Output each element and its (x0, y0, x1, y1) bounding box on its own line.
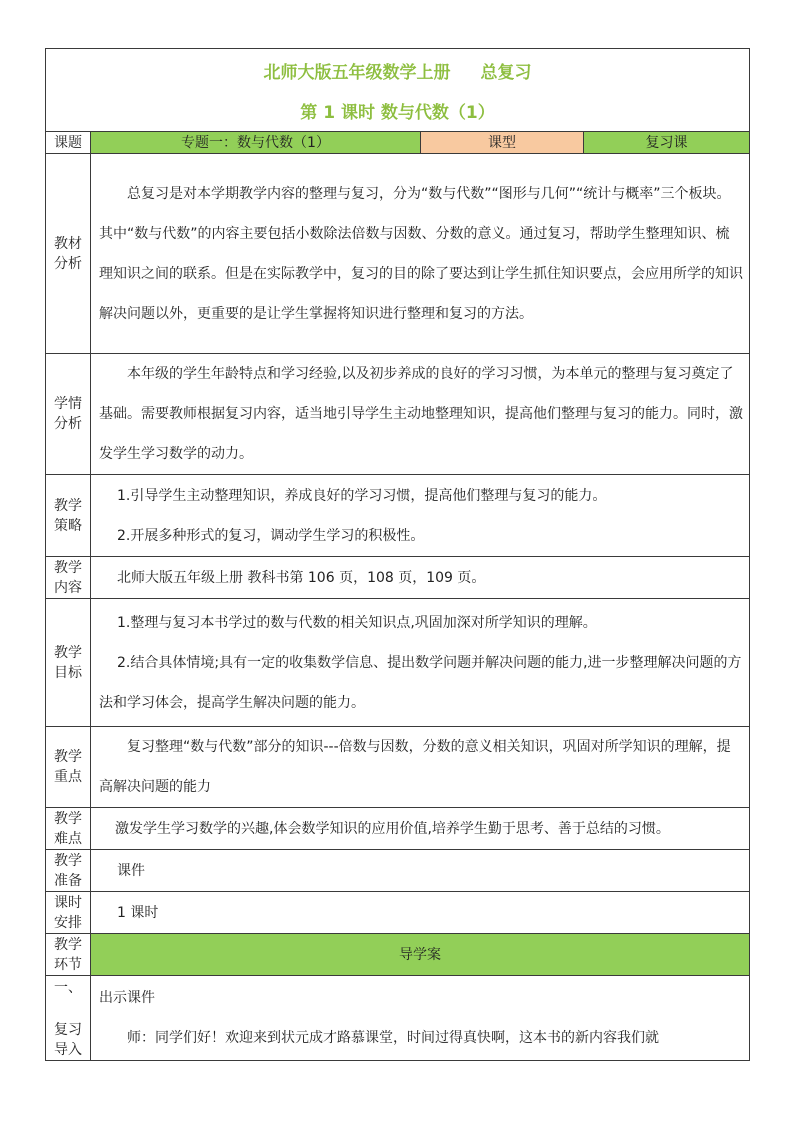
student-analysis-text: 本年级的学生年龄特点和学习经验,以及初步养成的良好的学习习惯，为本单元的整理与复习奠定了基础。需要教师根据复习内容，适当地引导学生主动地整理知识，提高他们整理与复习的能力。同时，激发学生学习数学的动力。 (91, 354, 750, 475)
goal-item: 2.结合具体情境;具有一定的收集数学信息、提出数学问题并解决问题的能力,进一步整理解决问题的方法和学习体会，提高学生解决问题的能力。 (99, 654, 742, 711)
student-analysis-row (46, 354, 750, 475)
key-points-text: 复习整理“数与代数”部分的知识---倍数与因数，分数的意义相关知识，巩固对所学知识的理解，提高解决问题的能力 (91, 727, 750, 808)
lesson-subtitle: 第 1 课时 数与代数（1） (300, 103, 495, 123)
strategy-text (91, 475, 750, 557)
strategy-item: 1.引导学生主动整理知识，养成良好的学习习惯，提高他们整理与复习的能力。 (117, 487, 607, 504)
preparation-label: 教学 准备 (46, 850, 91, 892)
topic-value: 专题一：数与代数（1） (91, 132, 421, 154)
material-analysis-label: 教材 分析 (46, 154, 91, 354)
content-row (46, 557, 750, 599)
difficulties-text: 激发学生学习数学的兴趣,体会数学知识的应用价值,培养学生勤于思考、善于总结的习惯。 (91, 808, 750, 850)
lesson-type-value: 复习课 (584, 132, 750, 154)
goals-row (46, 599, 750, 727)
review-row (46, 976, 750, 1061)
document-title: 北师大版五年级数学上册 总复习 (263, 63, 532, 83)
lesson-plan-table (45, 48, 750, 1061)
lesson-type-label: 课型 (421, 132, 584, 154)
strategy-item: 2.开展多种形式的复习，调动学生学习的积极性。 (117, 527, 425, 544)
stages-header: 导学案 (91, 934, 750, 976)
lesson-plan-document (45, 48, 749, 1061)
topic-label: 课题 (46, 132, 91, 154)
title-row (46, 49, 750, 132)
key-points-label: 教学 重点 (46, 727, 91, 808)
preparation-text: 课件 (91, 850, 750, 892)
key-points-row (46, 727, 750, 808)
difficulties-row (46, 808, 750, 850)
student-analysis-label: 学情 分析 (46, 354, 91, 475)
material-analysis-text: 总复习是对本学期教学内容的整理与复习，分为“数与代数”“图形与几何”“统计与概率”三个板块。其中“数与代数”的内容主要包括小数除法倍数与因数、分数的意义。通过复习，帮助学生整理知识、梳理知识之间的联系。但是在实际教学中，复习的目的除了要达到让学生抓住知识要点，会应用所学的知识解决问题以外，更重要的是让学生掌握将知识进行整理和复习的方法。 (91, 154, 750, 354)
schedule-text: 1 课时 (91, 892, 750, 934)
goals-label: 教学 目标 (46, 599, 91, 727)
review-text: 出示课件 师：同学们好！欢迎来到状元成才路慕课堂，时间过得真快啊，这本书的新内容我们就 (91, 976, 750, 1061)
stages-row (46, 934, 750, 976)
review-label: 一、 复习 导入 (46, 976, 91, 1061)
schedule-label: 课时 安排 (46, 892, 91, 934)
material-analysis-row (46, 154, 750, 354)
strategy-label: 教学 策略 (46, 475, 91, 557)
stages-label: 教学 环节 (46, 934, 91, 976)
preparation-row (46, 850, 750, 892)
difficulties-label: 教学 难点 (46, 808, 91, 850)
content-label: 教学 内容 (46, 557, 91, 599)
strategy-row (46, 475, 750, 557)
content-text: 北师大版五年级上册 教科书第 106 页，108 页，109 页。 (91, 557, 750, 599)
topic-row (46, 132, 750, 154)
title-cell (46, 49, 750, 132)
schedule-row (46, 892, 750, 934)
goal-item: 1.整理与复习本书学过的数与代数的相关知识点,巩固加深对所学知识的理解。 (117, 614, 597, 631)
goals-text (91, 599, 750, 727)
